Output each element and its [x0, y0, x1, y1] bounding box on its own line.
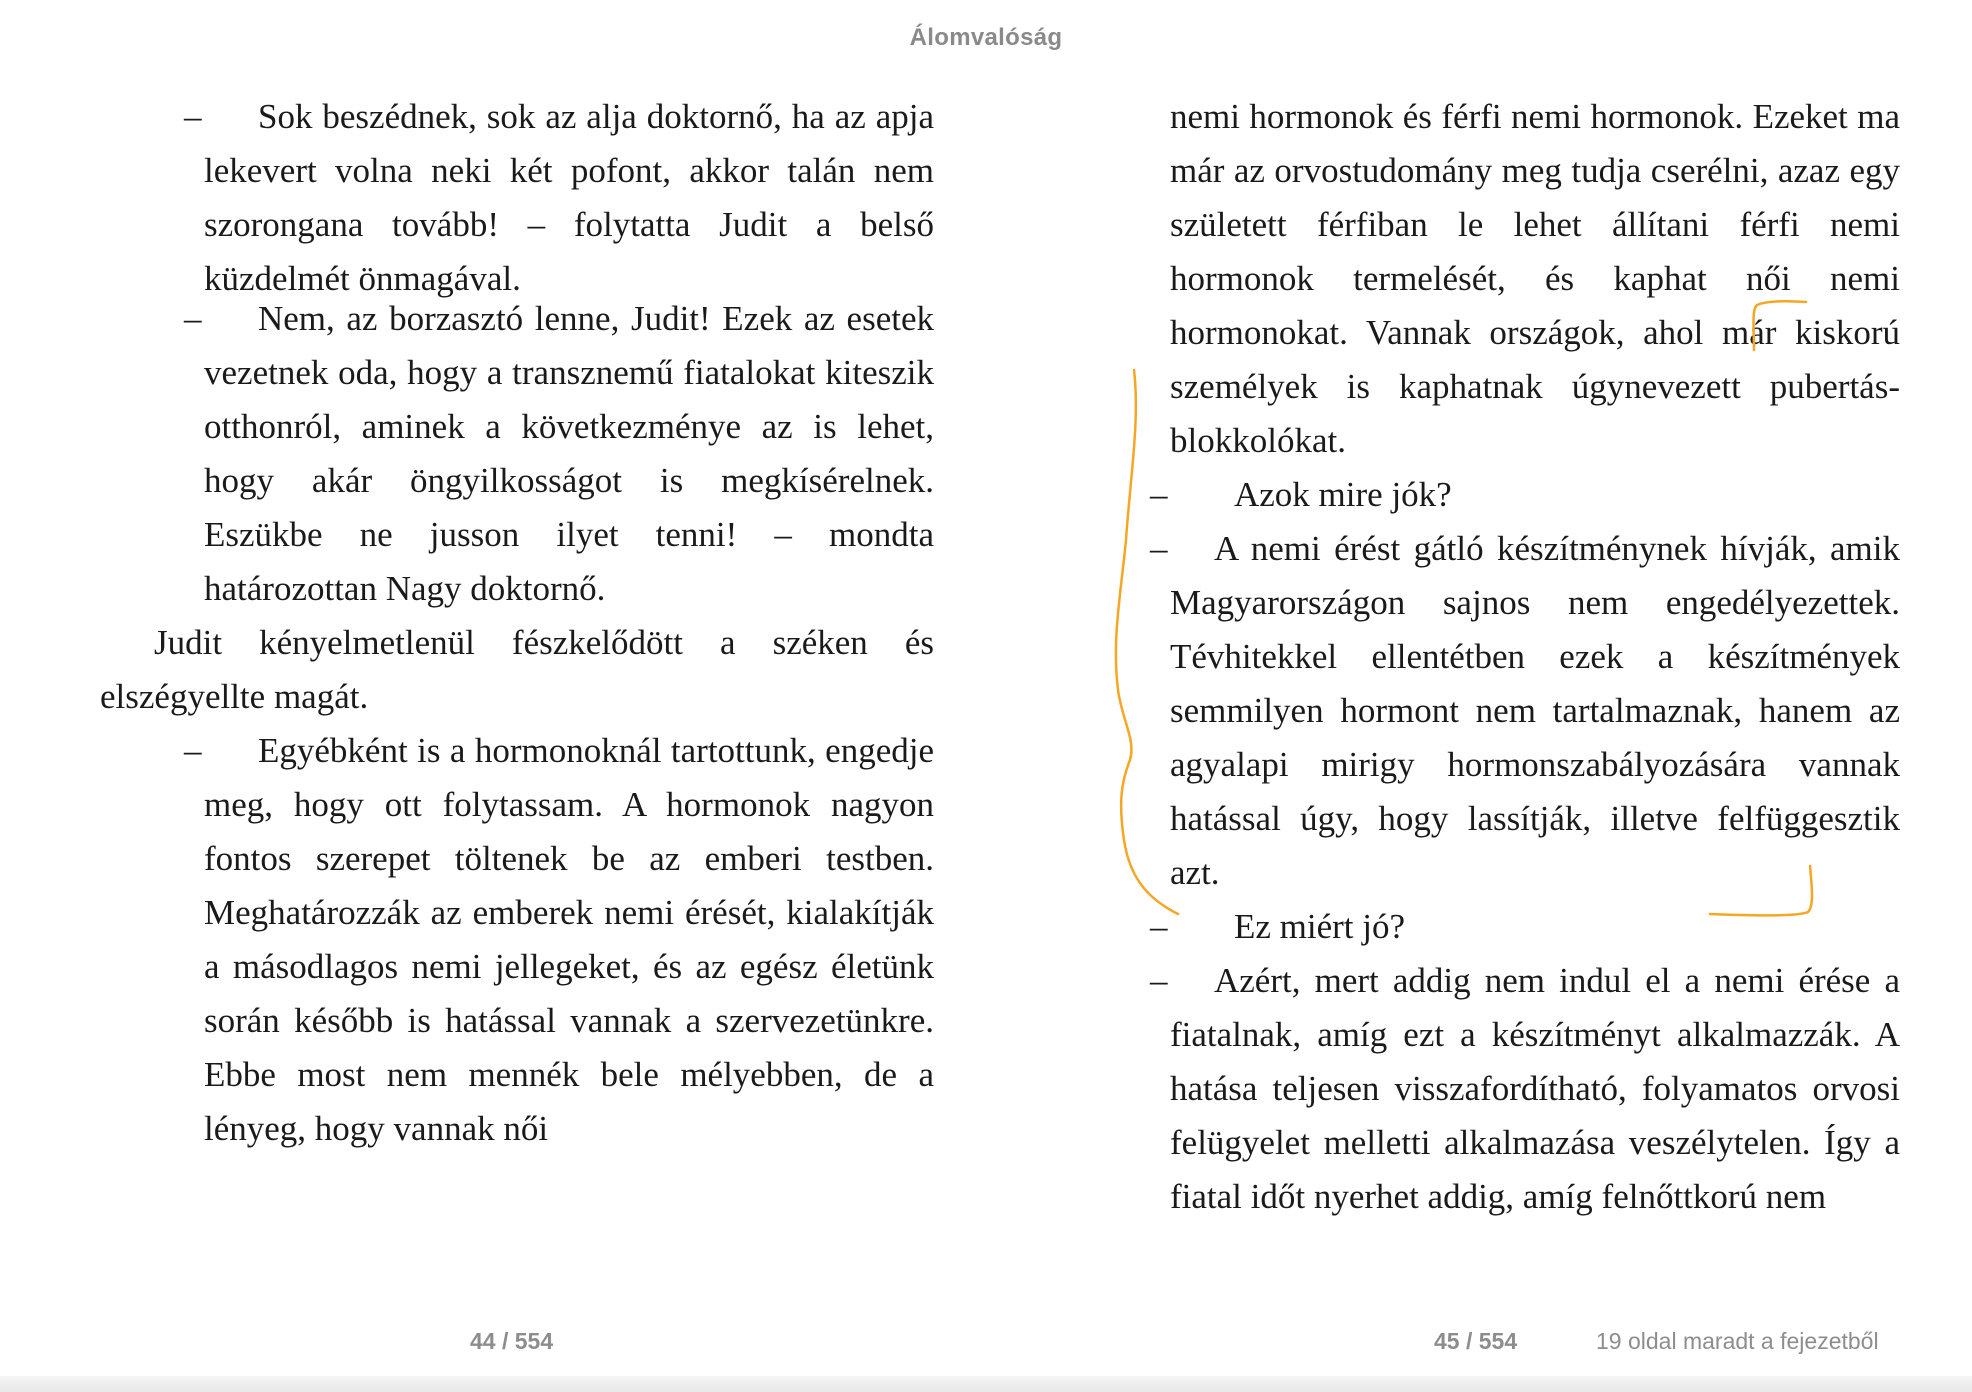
dialog-paragraph: [100, 724, 934, 1156]
paragraph-text: A nemi érést gátló készítménynek hívják, amik Magyarországon sajnos nem engedélyezettek. Tévhitekkel ellentétben ezek a készítmények semmilyen hormont nem tartalmaznak, hanem az agyalapi mirigy hormonszabályozására vannak hatással úgy, hogy lassítják, illetve felfüggesztik azt.: [1170, 529, 1900, 892]
dialog-paragraph: [1150, 468, 1900, 522]
dialog-paragraph: [1150, 522, 1900, 900]
paragraph-text: Judit kényelmetlenül fészkelődött a széken és elszégyellte magát.: [100, 623, 934, 716]
dialog-dash: –: [1150, 961, 1168, 1000]
dialog-dash: –: [1150, 475, 1168, 514]
dialog-dash: –: [184, 731, 202, 770]
dialog-paragraph: [100, 292, 934, 616]
paragraph-text: Egyébként is a hormonoknál tartottunk, engedje meg, hogy ott folytassam. A hormonok nagyon fontos szerepet töltenek be az emberi testben. Meghatározzák az emberek nemi érését, kialakítják a másodlagos nemi jellegeket, és az egész életünk során később is hatással vannak a szervezetünkre. Ebbe most nem mennék bele mélyebben, de a lényeg, hogy vannak női: [204, 731, 934, 1148]
dialog-dash: –: [1150, 907, 1168, 946]
bottom-edge-bar: [0, 1376, 1972, 1392]
paragraph-text: nemi hormonok és férfi nemi hormonok. Ezeket ma már az orvostudomány meg tudja cserélni, azaz egy született férfiban le lehet állítani férfi nemi hormonok termelését, és kaphat női nemi hormonokat. Vannak országok, ahol már kiskorú személyek is kaphatnak úgynevezett pubertás-blokkolókat.: [1170, 97, 1900, 460]
dialog-paragraph: [1150, 954, 1900, 1224]
dialog-dash: –: [184, 299, 202, 338]
dialog-paragraph: [100, 90, 934, 306]
paragraph-text: Nem, az borzasztó lenne, Judit! Ezek az esetek vezetnek oda, hogy a transznemű fiatalokat kiteszik otthonról, aminek a következménye az is lehet, hogy akár öngyilkosságot is megkísérelnek. Eszükbe ne jusson ilyet tenni! – mondta határozottan Nagy doktornő.: [204, 299, 934, 608]
narration-paragraph: [100, 616, 934, 724]
right-page-number: 45 / 554: [1434, 1328, 1518, 1354]
left-page: [100, 90, 934, 1156]
chapter-pages-remaining: 19 oldal maradt a fejezetből: [1596, 1328, 1879, 1354]
paragraph-text: Azok mire jók?: [1234, 475, 1452, 514]
paragraph-text: Ez miért jó?: [1234, 907, 1406, 946]
book-title: Álomvalóság: [909, 24, 1063, 51]
left-page-number: 44 / 554: [470, 1328, 554, 1354]
paragraph-text: Sok beszédnek, sok az alja doktornő, ha az apja lekevert volna neki két pofont, akkor talán nem szorongana tovább! – folytatta Judit a belső küzdelmét önmagával.: [204, 97, 934, 298]
dialog-paragraph: [1150, 900, 1900, 954]
dialog-dash: –: [1150, 529, 1168, 568]
dialog-dash: –: [184, 97, 202, 136]
paragraph-text: Azért, mert addig nem indul el a nemi érése a fiatalnak, amíg ezt a készítményt alkalmazzák. A hatása teljesen visszafordítható, folyamatos orvosi felügyelet melletti alkalmazása veszélytelen. Így a fiatal időt nyerhet addig, amíg felnőttkorú nem: [1170, 961, 1900, 1216]
continuation-paragraph: [1150, 90, 1900, 468]
right-page: [1150, 90, 1900, 1224]
